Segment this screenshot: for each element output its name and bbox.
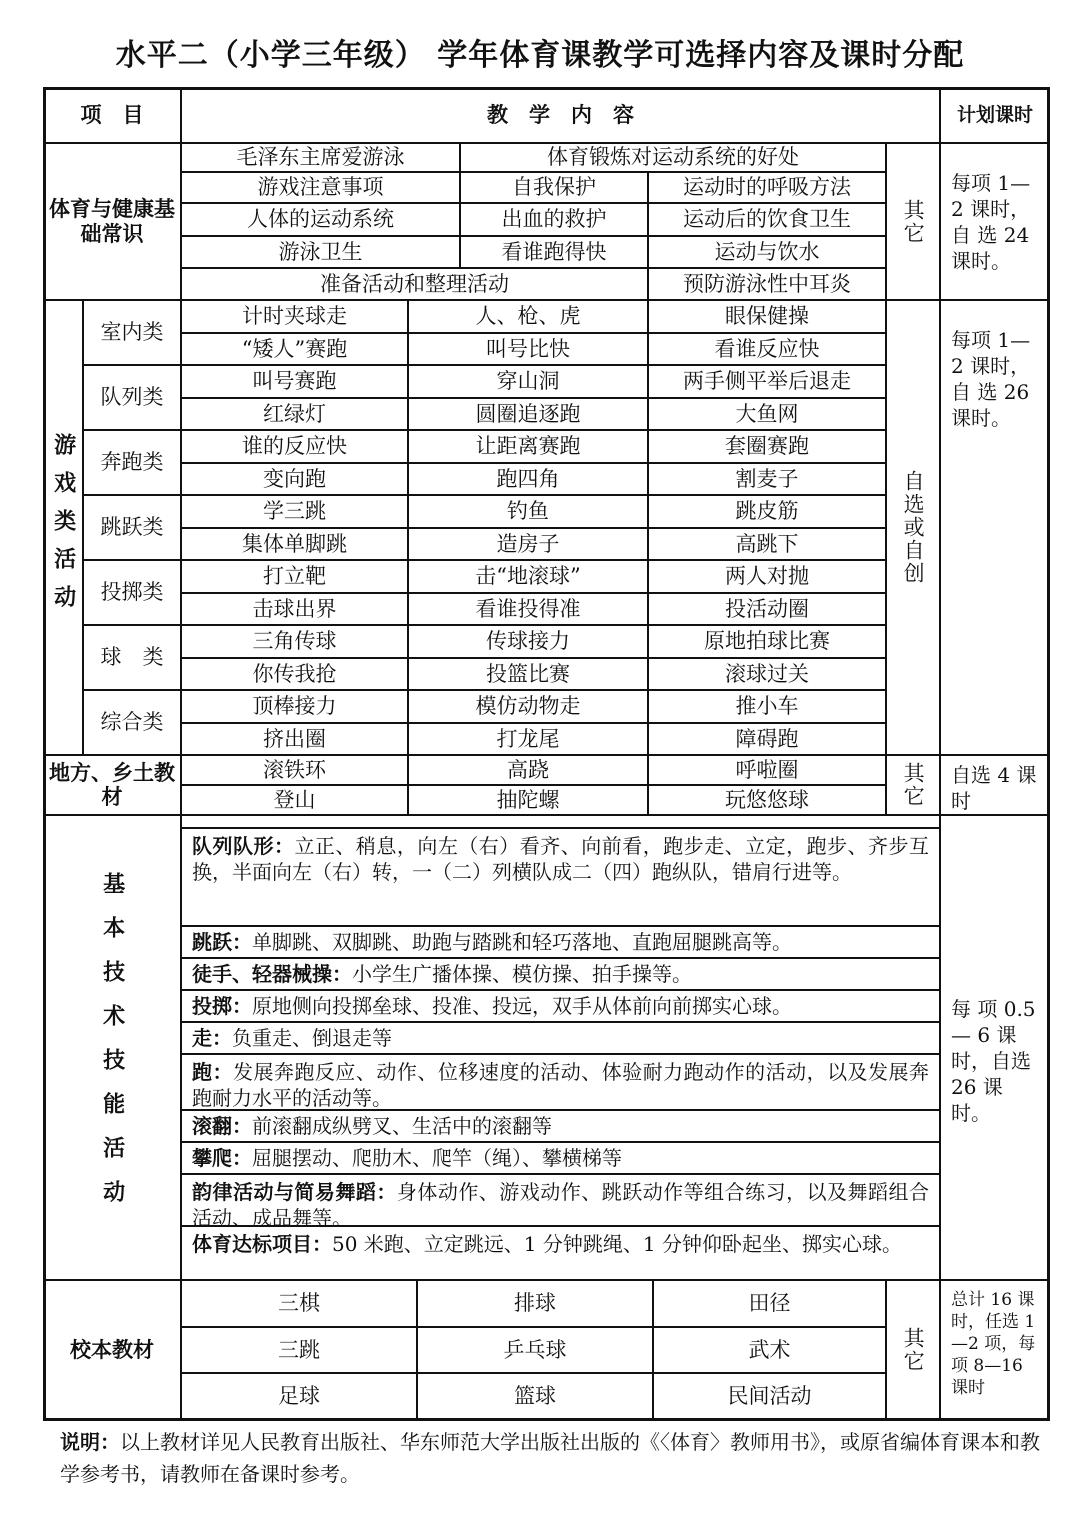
cell-text: 两人对抛 bbox=[725, 564, 809, 589]
cell-text: 基本技术技能活动 bbox=[99, 871, 125, 1224]
health-item bbox=[460, 172, 648, 203]
health-item bbox=[181, 172, 460, 203]
health-item bbox=[181, 236, 460, 268]
games-item bbox=[181, 398, 408, 431]
local-item bbox=[648, 755, 886, 785]
cell-text: 原地拍球比赛 bbox=[704, 629, 830, 654]
games-category bbox=[83, 495, 181, 560]
cell-text: 滚铁环 bbox=[263, 757, 326, 782]
skills-item-text: 屈腿摆动、爬肋木、爬竿（绳）、攀横梯等 bbox=[252, 1145, 622, 1170]
skills-item-text: 身体动作、游戏动作、跳跃动作等组合练习，以及舞蹈组合活动、成品舞等。 bbox=[192, 1180, 930, 1230]
skills-item bbox=[181, 1226, 940, 1280]
cell-text: 每项 1—2 课时，自 选 26 课时。 bbox=[951, 328, 1031, 430]
local-item bbox=[408, 755, 648, 785]
cell-text: 抽陀螺 bbox=[496, 787, 560, 812]
cell-text: 计划课时 bbox=[956, 104, 1033, 127]
cell-text: 推小车 bbox=[735, 694, 799, 719]
cell-text: 三跳 bbox=[278, 1337, 320, 1362]
table-border bbox=[43, 87, 46, 1421]
skills-item-text: 小学生广播体操、模仿操、拍手操等。 bbox=[352, 961, 692, 986]
skills-item-text: 立正、稍息，向左（右）看齐、向前看，跑步走、立定，跑步、齐步互换，半面向左（右）转，一（二）列横队成二（四）跑纵队，错肩行进等。 bbox=[192, 834, 930, 884]
skills-item-head: 队列队形： bbox=[192, 834, 295, 858]
cell-text: 游戏类活动 bbox=[50, 432, 76, 623]
skills-item-head: 投掷： bbox=[192, 993, 252, 1018]
cell-text: 室内类 bbox=[100, 320, 164, 345]
games-item bbox=[408, 625, 648, 658]
games-item bbox=[181, 430, 408, 463]
games-item bbox=[648, 300, 886, 333]
games-item bbox=[648, 690, 886, 723]
games-item bbox=[181, 300, 408, 333]
cell-text: 计时夹球走 bbox=[242, 304, 347, 329]
cell-text: 投篮比赛 bbox=[486, 661, 570, 686]
cell-text: 运动时的呼吸方法 bbox=[683, 175, 851, 200]
table-border bbox=[43, 87, 1050, 90]
skills-item-head: 攀爬： bbox=[192, 1145, 252, 1170]
games-item bbox=[648, 593, 886, 626]
cell-text: 自选 4 课时 bbox=[951, 763, 1037, 813]
cell-text: 毛泽东主席爱游泳 bbox=[236, 145, 405, 170]
cell-text: 乒乓球 bbox=[503, 1337, 567, 1362]
cell-text: 综合类 bbox=[100, 710, 164, 735]
games-item bbox=[181, 723, 408, 756]
health-item bbox=[181, 143, 460, 172]
health-item bbox=[648, 268, 886, 300]
games-item bbox=[648, 528, 886, 561]
cell-text: 排球 bbox=[514, 1291, 556, 1316]
cell-text: 套圈赛跑 bbox=[725, 434, 809, 459]
school-item bbox=[181, 1373, 417, 1420]
health-item bbox=[648, 203, 886, 236]
skills-item-text: 发展奔跑反应、动作、位移速度的活动、体验耐力跑动作的活动，以及发展奔跑耐力水平的活动等。 bbox=[192, 1060, 930, 1110]
games-category bbox=[83, 625, 181, 690]
games-item bbox=[648, 560, 886, 593]
local-hours bbox=[940, 755, 1050, 815]
cell-text: 项 目 bbox=[80, 103, 144, 128]
school-item bbox=[417, 1280, 653, 1327]
cell-text: 田径 bbox=[748, 1291, 791, 1316]
skills-item bbox=[181, 1054, 940, 1110]
school-other bbox=[886, 1280, 940, 1420]
cell-text: 谁的反应快 bbox=[242, 434, 347, 459]
cell-text: 足球 bbox=[278, 1384, 320, 1409]
skills-item-text: 50 米跑、立定跳远、1 分钟跳绳、1 分钟仰卧起坐、掷实心球。 bbox=[332, 1232, 902, 1256]
cell-text: 击“地滚球” bbox=[475, 564, 581, 589]
cell-text: 预防游泳性中耳炎 bbox=[683, 271, 851, 296]
local-item bbox=[648, 785, 886, 815]
skills-item-text: 前滚翻成纵劈叉、生活中的滚翻等 bbox=[252, 1113, 552, 1138]
cell-text: 武术 bbox=[748, 1337, 791, 1362]
games-item bbox=[648, 463, 886, 496]
games-item bbox=[408, 560, 648, 593]
cell-text: 挤出圈 bbox=[263, 726, 326, 751]
cell-text: 打龙尾 bbox=[496, 726, 560, 751]
games-item bbox=[408, 658, 648, 691]
health-item bbox=[648, 236, 886, 268]
skills-item-head: 体育达标项目： bbox=[192, 1232, 332, 1256]
cell-text: 集体单脚跳 bbox=[242, 531, 347, 556]
skills-item bbox=[181, 958, 940, 990]
cell-text: 顶棒接力 bbox=[252, 694, 337, 719]
games-item bbox=[181, 463, 408, 496]
games-category bbox=[83, 300, 181, 365]
health-label bbox=[43, 143, 181, 300]
cell-text: 两手侧平举后退走 bbox=[683, 369, 851, 394]
school-hours bbox=[940, 1280, 1050, 1420]
games-item bbox=[181, 690, 408, 723]
cell-text: 钓鱼 bbox=[507, 499, 549, 524]
cell-text: 体育锻炼对运动系统的好处 bbox=[547, 145, 799, 170]
cell-text: 人体的运动系统 bbox=[247, 207, 394, 232]
local-item bbox=[408, 785, 648, 815]
school-item bbox=[653, 1327, 886, 1373]
cell-text: 看谁反应快 bbox=[714, 336, 820, 361]
skills-item bbox=[181, 990, 940, 1022]
games-item bbox=[408, 723, 648, 756]
cell-text: 玩悠悠球 bbox=[725, 787, 809, 812]
health-hours bbox=[940, 143, 1050, 300]
skills-spacer bbox=[181, 815, 940, 828]
games-item bbox=[181, 495, 408, 528]
skills-item bbox=[181, 926, 940, 958]
cell-text: 运动后的饮食卫生 bbox=[683, 207, 851, 232]
games-item bbox=[648, 333, 886, 366]
cell-text: 击球出界 bbox=[252, 596, 337, 621]
games-item bbox=[408, 300, 648, 333]
school-item bbox=[417, 1373, 653, 1420]
cell-text: 队列类 bbox=[100, 385, 164, 410]
school-item bbox=[181, 1280, 417, 1327]
skills-item-head: 跑： bbox=[192, 1060, 233, 1084]
cell-text: 地方、乡土教材 bbox=[49, 760, 175, 809]
cell-text: 出血的救护 bbox=[501, 207, 607, 232]
header-project bbox=[43, 88, 181, 143]
health-other bbox=[886, 143, 940, 300]
cell-text: 穿山洞 bbox=[496, 369, 560, 394]
cell-text: 学三跳 bbox=[263, 499, 326, 524]
school-item bbox=[653, 1280, 886, 1327]
cell-text: 准备活动和整理活动 bbox=[320, 271, 509, 296]
skills-item-text: 单脚跳、双脚跳、助跑与踏跳和轻巧落地、直跑屈腿跳高等。 bbox=[252, 929, 792, 954]
cell-text: 教 学 内 容 bbox=[487, 103, 634, 128]
health-item bbox=[181, 268, 648, 300]
cell-text: 叫号比快 bbox=[486, 336, 570, 361]
cell-text: 投掷类 bbox=[100, 580, 164, 605]
cell-text: 跳皮筋 bbox=[735, 499, 799, 524]
local-label bbox=[43, 755, 181, 815]
games-item bbox=[408, 398, 648, 431]
local-other bbox=[886, 755, 940, 815]
health-item bbox=[460, 236, 648, 268]
games-item bbox=[181, 333, 408, 366]
cell-text: 看谁投得准 bbox=[475, 596, 581, 621]
skills-item bbox=[181, 1022, 940, 1054]
cell-text: 民间活动 bbox=[727, 1384, 812, 1409]
skills-item-head: 韵律活动与简易舞蹈： bbox=[192, 1180, 397, 1204]
cell-text: 滚球过关 bbox=[725, 661, 809, 686]
cell-text: 投活动圈 bbox=[725, 596, 809, 621]
skills-item bbox=[181, 1142, 940, 1174]
cell-text: 模仿动物走 bbox=[475, 694, 581, 719]
cell-text: 登山 bbox=[273, 787, 316, 812]
cell-text: 人、枪、虎 bbox=[475, 304, 581, 329]
cell-text: 游泳卫生 bbox=[278, 239, 363, 264]
cell-text: 打立靶 bbox=[263, 564, 326, 589]
cell-text: 篮球 bbox=[514, 1384, 556, 1409]
cell-text: 红绿灯 bbox=[263, 401, 326, 426]
table-border bbox=[1047, 87, 1050, 1421]
footnote-head: 说明： bbox=[60, 1430, 120, 1454]
games-item bbox=[648, 495, 886, 528]
cell-text: 割麦子 bbox=[735, 466, 799, 491]
cell-text: 校本教材 bbox=[70, 1337, 154, 1362]
games-item bbox=[648, 625, 886, 658]
games-item bbox=[181, 593, 408, 626]
cell-text: 传球接力 bbox=[486, 629, 570, 654]
school-item bbox=[653, 1373, 886, 1420]
cell-text: 每 项 0.5 — 6 课 时，自选 26 课时。 bbox=[951, 997, 1036, 1125]
cell-text: 体育与健康基础常识 bbox=[49, 197, 175, 246]
cell-text: 造房子 bbox=[496, 531, 560, 556]
skills-label bbox=[43, 815, 181, 1280]
games-item bbox=[648, 658, 886, 691]
skills-item-head: 徒手、轻器械操： bbox=[192, 961, 352, 986]
health-item bbox=[460, 203, 648, 236]
header-hours bbox=[940, 88, 1050, 143]
footnote-text: 以上教材详见人民教育出版社、华东师范大学出版社出版的《〈体育〉教师用书》，或原省编体育课本和教学参考书，请教师在备课时参考。 bbox=[60, 1430, 1040, 1486]
cell-text: 总计 16 课时，任选 1—2 项，每项 8—16 课时 bbox=[951, 1290, 1036, 1399]
table-border bbox=[43, 1418, 1050, 1421]
school-item bbox=[181, 1327, 417, 1373]
games-item bbox=[648, 430, 886, 463]
games-item bbox=[181, 528, 408, 561]
cell-text: 变向跑 bbox=[263, 466, 326, 491]
games-item bbox=[408, 690, 648, 723]
school-item bbox=[417, 1327, 653, 1373]
cell-text: 其它 bbox=[901, 1327, 926, 1373]
games-category bbox=[83, 365, 181, 430]
local-item bbox=[181, 785, 408, 815]
games-item bbox=[181, 560, 408, 593]
games-item bbox=[181, 365, 408, 398]
health-item bbox=[181, 203, 460, 236]
games-category bbox=[83, 690, 181, 755]
games-item bbox=[408, 495, 648, 528]
cell-text: 奔跑类 bbox=[100, 450, 164, 475]
skills-item-head: 走： bbox=[192, 1025, 232, 1050]
cell-text: 高跷 bbox=[507, 757, 549, 782]
header-content bbox=[181, 88, 940, 143]
skills-item-head: 跳跃： bbox=[192, 929, 252, 954]
cell-text: 高跳下 bbox=[735, 531, 799, 556]
cell-text: 三角传球 bbox=[252, 629, 337, 654]
cell-text: 看谁跑得快 bbox=[501, 239, 607, 264]
cell-text: 自我保护 bbox=[512, 175, 596, 200]
cell-text: 运动与饮水 bbox=[714, 239, 820, 264]
games-item bbox=[408, 463, 648, 496]
footnote bbox=[60, 1426, 1040, 1490]
games-item bbox=[408, 333, 648, 366]
skills-item bbox=[181, 1174, 940, 1230]
cell-text: 自选或自创 bbox=[901, 470, 926, 585]
games-category bbox=[83, 560, 181, 625]
cell-text: 游戏注意事项 bbox=[257, 175, 384, 200]
skills-item-text: 原地侧向投掷垒球、投准、投远，双手从体前向前掷实心球。 bbox=[252, 993, 792, 1018]
health-item bbox=[460, 143, 886, 172]
cell-text: 跑四角 bbox=[496, 466, 560, 491]
games-item bbox=[408, 528, 648, 561]
games-item bbox=[408, 593, 648, 626]
games-item bbox=[648, 365, 886, 398]
skills-item-head: 滚翻： bbox=[192, 1113, 252, 1138]
school-label bbox=[43, 1280, 181, 1420]
skills-item bbox=[181, 1110, 940, 1142]
games-item bbox=[181, 625, 408, 658]
games-item bbox=[648, 723, 886, 756]
cell-text: 你传我抢 bbox=[252, 661, 337, 686]
games-other bbox=[886, 300, 940, 755]
cell-text: “矮人”赛跑 bbox=[241, 336, 348, 361]
games-item bbox=[648, 398, 886, 431]
cell-text: 圆圈追逐跑 bbox=[475, 401, 581, 426]
games-category bbox=[83, 430, 181, 495]
health-item bbox=[648, 172, 886, 203]
cell-text: 呼啦圈 bbox=[735, 757, 799, 782]
games-item bbox=[408, 430, 648, 463]
cell-text: 球 类 bbox=[100, 645, 164, 670]
cell-text: 其它 bbox=[901, 198, 926, 245]
skills-item bbox=[181, 828, 940, 926]
games-item bbox=[408, 365, 648, 398]
cell-text: 大鱼网 bbox=[735, 401, 799, 426]
games-label bbox=[43, 300, 83, 755]
games-hours bbox=[940, 300, 1050, 755]
skills-hours bbox=[940, 815, 1050, 1280]
cell-text: 每项 1—2 课时，自 选 24 课时。 bbox=[951, 171, 1031, 273]
local-item bbox=[181, 755, 408, 785]
games-item bbox=[181, 658, 408, 691]
skills-item-text: 负重走、倒退走等 bbox=[232, 1025, 392, 1050]
cell-text: 其它 bbox=[901, 762, 926, 808]
cell-text: 眼保健操 bbox=[725, 304, 809, 329]
page-title: 水平二（小学三年级） 学年体育课教学可选择内容及课时分配 bbox=[115, 38, 965, 73]
cell-text: 叫号赛跑 bbox=[252, 369, 337, 394]
cell-text: 障碍跑 bbox=[735, 726, 799, 751]
cell-text: 三棋 bbox=[278, 1291, 320, 1316]
cell-text: 跳跃类 bbox=[100, 515, 164, 540]
cell-text: 让距离赛跑 bbox=[475, 434, 581, 459]
